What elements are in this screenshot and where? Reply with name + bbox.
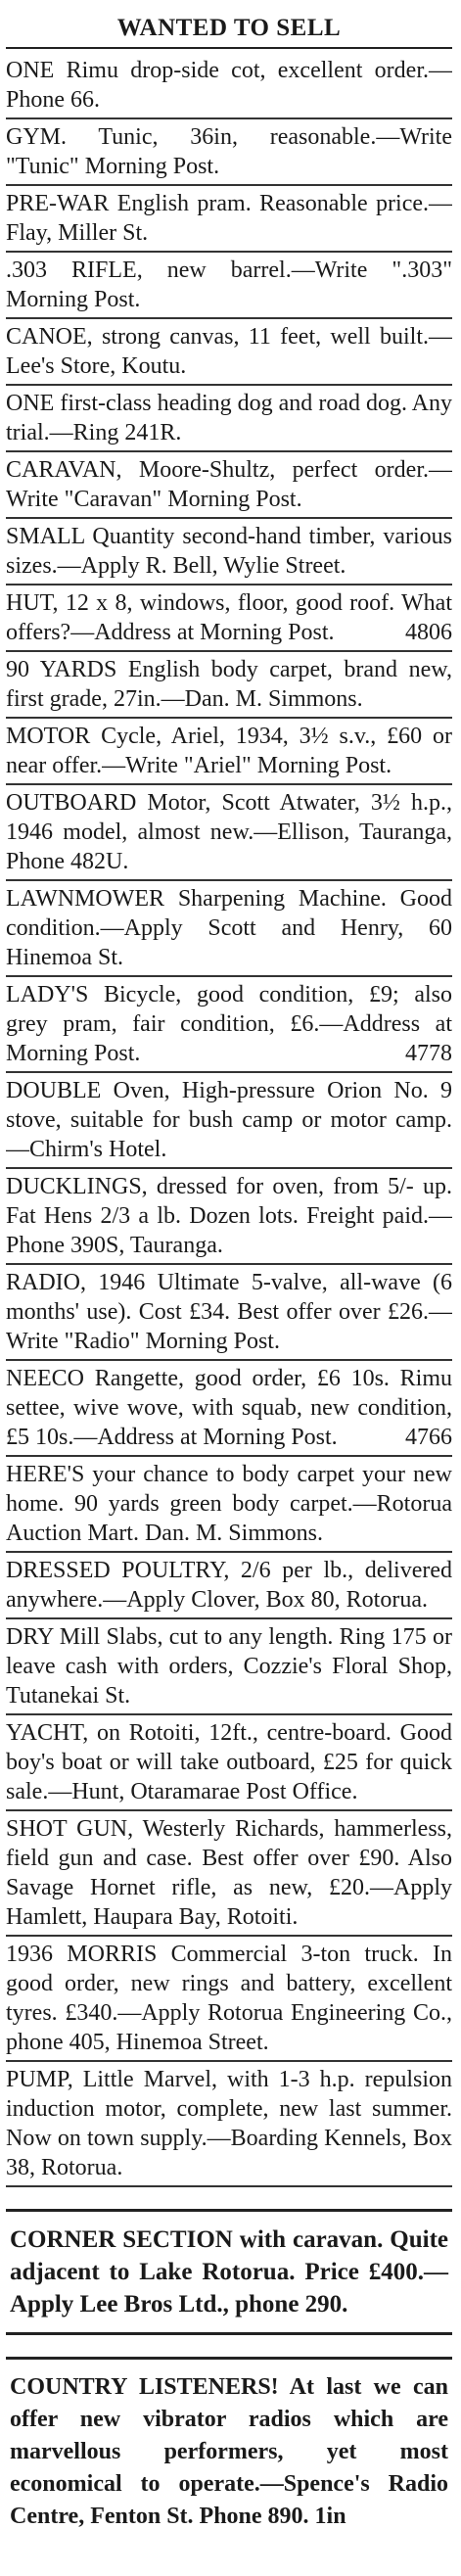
classified-ad [6,519,452,585]
classified-ad [6,1715,452,1811]
ads-list [6,53,452,2187]
ad-text: DRY Mill Slabs, cut to any length. Ring 175 or leave cash with orders, Cozzie's Floral Shop, Tutanekai St. [6,1624,452,1709]
classified-ad [6,1073,452,1169]
ad-reference-number: 4766 [405,1425,452,1450]
classified-ad [6,1169,452,1265]
classified-ad [6,652,452,719]
display-ad-text: COUNTRY LISTENERS! At last we can offer new vibrator radios which are marvellous performers, yet most economical to operate.—Spence's Radio Centre, Fenton St. Phone 890. 1in [10,2374,448,2529]
classified-ad [6,719,452,785]
ad-text: SMALL Quantity second-hand timber, various sizes.—Apply R. Bell, Wylie Street. [6,524,452,579]
display-ad-corner-section [6,2209,452,2335]
ad-text: CANOE, strong canvas, 11 feet, well built.—Lee's Store, Koutu. [6,324,452,379]
ad-text: GYM. Tunic, 36in, reasonable.—Write "Tunic" Morning Post. [6,124,452,179]
classifieds-column [6,0,452,2541]
classified-ad [6,1937,452,2062]
display-ad-text: CORNER SECTION with caravan. Quite adjacent to Lake Rotorua. Price £400.—Apply Lee Bros Ltd., phone 290. [10,2226,448,2318]
ad-text: PRE-WAR English pram. Reasonable price.—Flay, Miller St. [6,191,452,246]
classified-ad [6,1619,452,1715]
ad-text: CARAVAN, Moore-Shultz, perfect order.—Write "Caravan" Morning Post. [6,457,452,512]
ad-text: SHOT GUN, Westerly Richards, hammerless, field gun and case. Best offer over £90. Also Savage Hornet rifle, as new, £20.—Apply Hamlett, Haupara Bay, Rotoiti. [6,1816,452,1930]
classified-ad [6,1811,452,1937]
classified-ad [6,186,452,253]
ad-text: LADY'S Bicycle, good condition, £9; also grey pram, fair condition, £6.—Address at Morning Post. [6,982,452,1066]
ad-text: DOUBLE Oven, High-pressure Orion No. 9 stove, suitable for bush camp or motor camp.—Chirm's Hotel. [6,1078,452,1162]
ad-text: 1936 MORRIS Commercial 3-ton truck. In good order, new rings and battery, excellent tyres. £340.—Apply Rotorua Engineering Co., phone 405, Hinemoa Street. [6,1942,452,2055]
ad-text: ONE first-class heading dog and road dog. Any trial.—Ring 241R. [6,391,452,445]
classified-ad [6,1265,452,1361]
classified-ad [6,2062,452,2187]
spacer [6,2335,452,2357]
ad-text: ONE Rimu drop-side cot, excellent order.—Phone 66. [6,58,452,113]
classified-ad [6,977,452,1073]
classified-ad [6,881,452,977]
section-heading: WANTED TO SELL [6,10,452,49]
classified-ad [6,319,452,386]
display-ad-country-listeners [6,2357,452,2541]
ad-text: DRESSED POULTRY, 2/6 per lb., delivered anywhere.—Apply Clover, Box 80, Rotorua. [6,1558,452,1613]
ad-reference-number: 4778 [405,1041,452,1066]
classified-ad [6,386,452,452]
classified-ad [6,1457,452,1553]
ad-text: LAWNMOWER Sharpening Machine. Good condition.—Apply Scott and Henry, 60 Hinemoa St. [6,886,452,970]
ad-text: PUMP, Little Marvel, with 1-3 h.p. repulsion induction motor, complete, new last summer. Now on town supply.—Boarding Kennels, Box 38, Rotorua. [6,2067,452,2180]
classified-ad [6,253,452,319]
ad-text: NEECO Rangette, good order, £6 10s. Rimu settee, wive wove, with squab, new condition, £5 10s.—Address at Morning Post. [6,1366,452,1450]
ad-text: 90 YARDS English body carpet, brand new, first grade, 27in.—Dan. M. Simmons. [6,657,452,712]
ad-text: .303 RIFLE, new barrel.—Write ".303" Morning Post. [6,258,452,312]
ad-text: OUTBOARD Motor, Scott Atwater, 3½ h.p., 1946 model, almost new.—Ellison, Tauranga, Phone 482U. [6,790,452,874]
ad-text: YACHT, on Rotoiti, 12ft., centre-board. Good boy's boat or will take outboard, £25 for quick sale.—Hunt, Otaramarae Post Office. [6,1720,452,1804]
classified-ad [6,53,452,119]
ad-text: MOTOR Cycle, Ariel, 1934, 3½ s.v., £60 or near offer.—Write "Ariel" Morning Post. [6,724,452,778]
ad-text: HERE'S your chance to body carpet your new home. 90 yards green body carpet.—Rotorua Auction Mart. Dan. M. Simmons. [6,1462,452,1546]
classified-ad [6,585,452,652]
ad-text: RADIO, 1946 Ultimate 5-valve, all-wave (6 months' use). Cost £34. Best offer over £26.—Write "Radio" Morning Post. [6,1270,452,1354]
ad-text: DUCKLINGS, dressed for oven, from 5/- up. Fat Hens 2/3 a lb. Dozen lots. Freight paid.—Phone 390S, Tauranga. [6,1174,452,1258]
classified-ad [6,452,452,519]
classified-ad [6,785,452,881]
ad-text: HUT, 12 x 8, windows, floor, good roof. What offers?—Address at Morning Post. [6,590,452,645]
ad-reference-number: 4806 [405,620,452,645]
classified-ad [6,1361,452,1457]
classified-ad [6,1553,452,1619]
classified-ad [6,119,452,186]
spacer [6,2187,452,2209]
